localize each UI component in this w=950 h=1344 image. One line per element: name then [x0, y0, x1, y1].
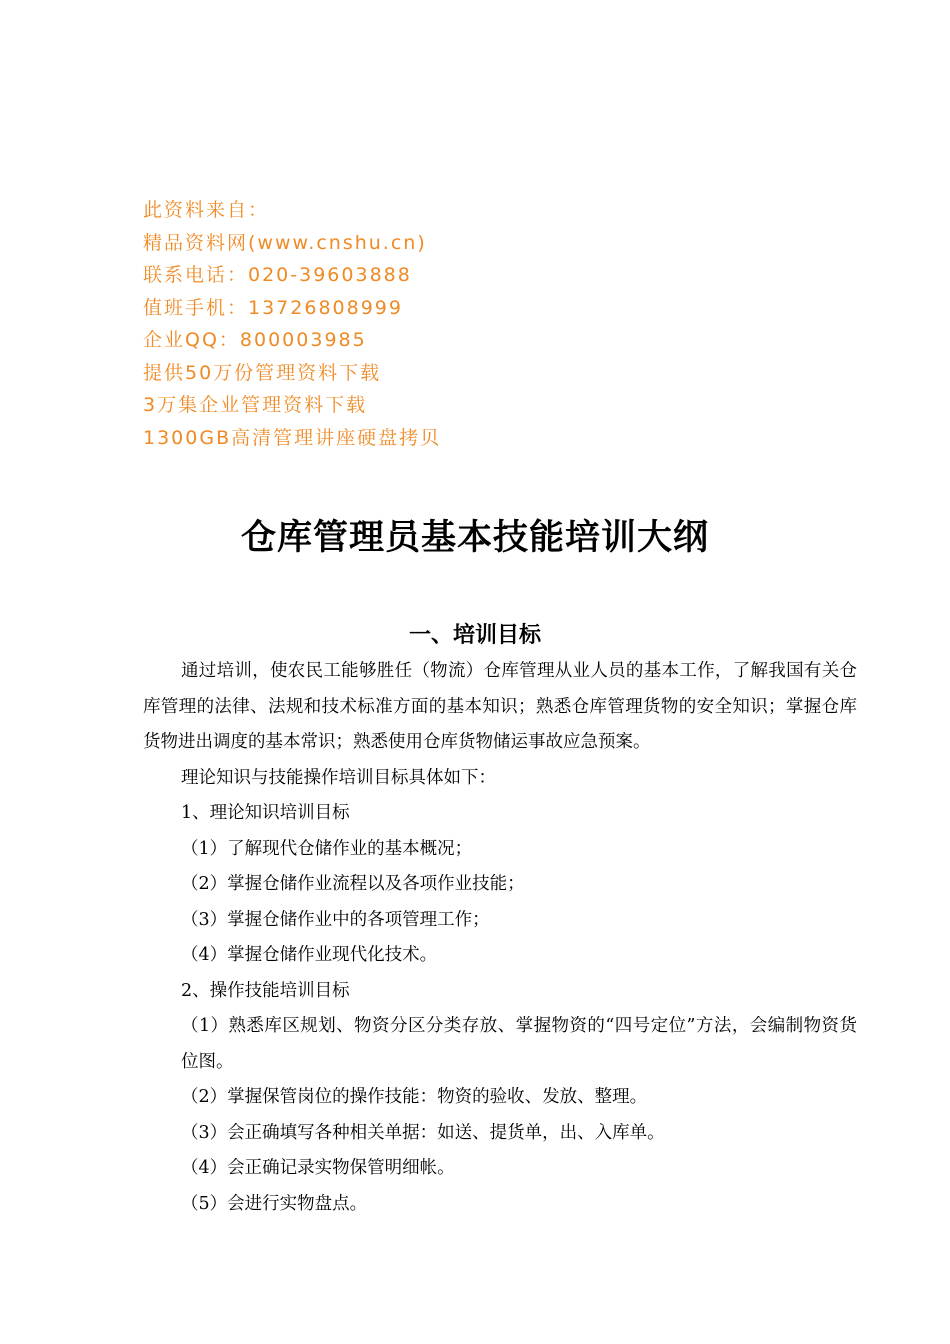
- list-item: （4）会正确记录实物保管明细帐。: [181, 1158, 455, 1178]
- list-item: （1）了解现代仓储作业的基本概况；: [181, 838, 473, 859]
- subsection-heading-skills: 2、操作技能培训目标: [181, 980, 350, 1001]
- list-item: （4）掌握仓储作业现代化技术。: [181, 945, 438, 965]
- list-item: （2）掌握仓储作业流程以及各项作业技能；: [181, 874, 525, 894]
- list-item: （2）掌握保管岗位的操作技能：物资的验收、发放、整理。: [181, 1087, 648, 1107]
- list-item: （3）掌握仓储作业中的各项管理工作；: [181, 909, 490, 930]
- intro-paragraph: 通过培训，使农民工能够胜任（物流）仓库管理从业人员的基本工作，了解我国有关仓库管理的法律、法规和技术标准方面的基本知识；熟悉仓库管理货物的安全知识；掌握仓库货物进出调度的基本常识；熟悉使用仓库货物储运事故应急预案。: [143, 661, 857, 752]
- company-qq-line: 企业QQ：800003985: [143, 329, 367, 351]
- subsection-heading-theory: 1、理论知识培训目标: [181, 803, 350, 823]
- source-info-block: [143, 194, 643, 454]
- promo-line: 1300GB高清管理讲座硬盘拷贝: [143, 426, 442, 449]
- section-heading: 一、培训目标: [408, 622, 541, 648]
- promo-line: 提供50万份管理资料下载: [143, 361, 382, 384]
- source-info-line: 此资料来自：: [143, 199, 270, 221]
- duty-mobile-line: 值班手机：13726808999: [143, 296, 403, 319]
- document-body: [143, 654, 857, 1222]
- list-item: （5）会进行实物盘点。: [181, 1193, 368, 1214]
- list-item: （1）熟悉库区规划、物资分区分类存放、掌握物资的“四号定位”方法，会编制物资货位图。: [181, 1016, 857, 1072]
- list-item: （3）会正确填写各种相关单据：如送、提货单，出、入库单。: [181, 1122, 665, 1143]
- document-title: 仓库管理员基本技能培训大纲: [240, 517, 709, 558]
- contact-phone-line: 联系电话：020-39603888: [143, 264, 412, 286]
- source-website-line: 精品资料网(www.cnshu.cn): [143, 231, 427, 254]
- lead-paragraph: 理论知识与技能操作培训目标具体如下：: [181, 767, 496, 788]
- promo-line: 3万集企业管理资料下载: [143, 394, 368, 416]
